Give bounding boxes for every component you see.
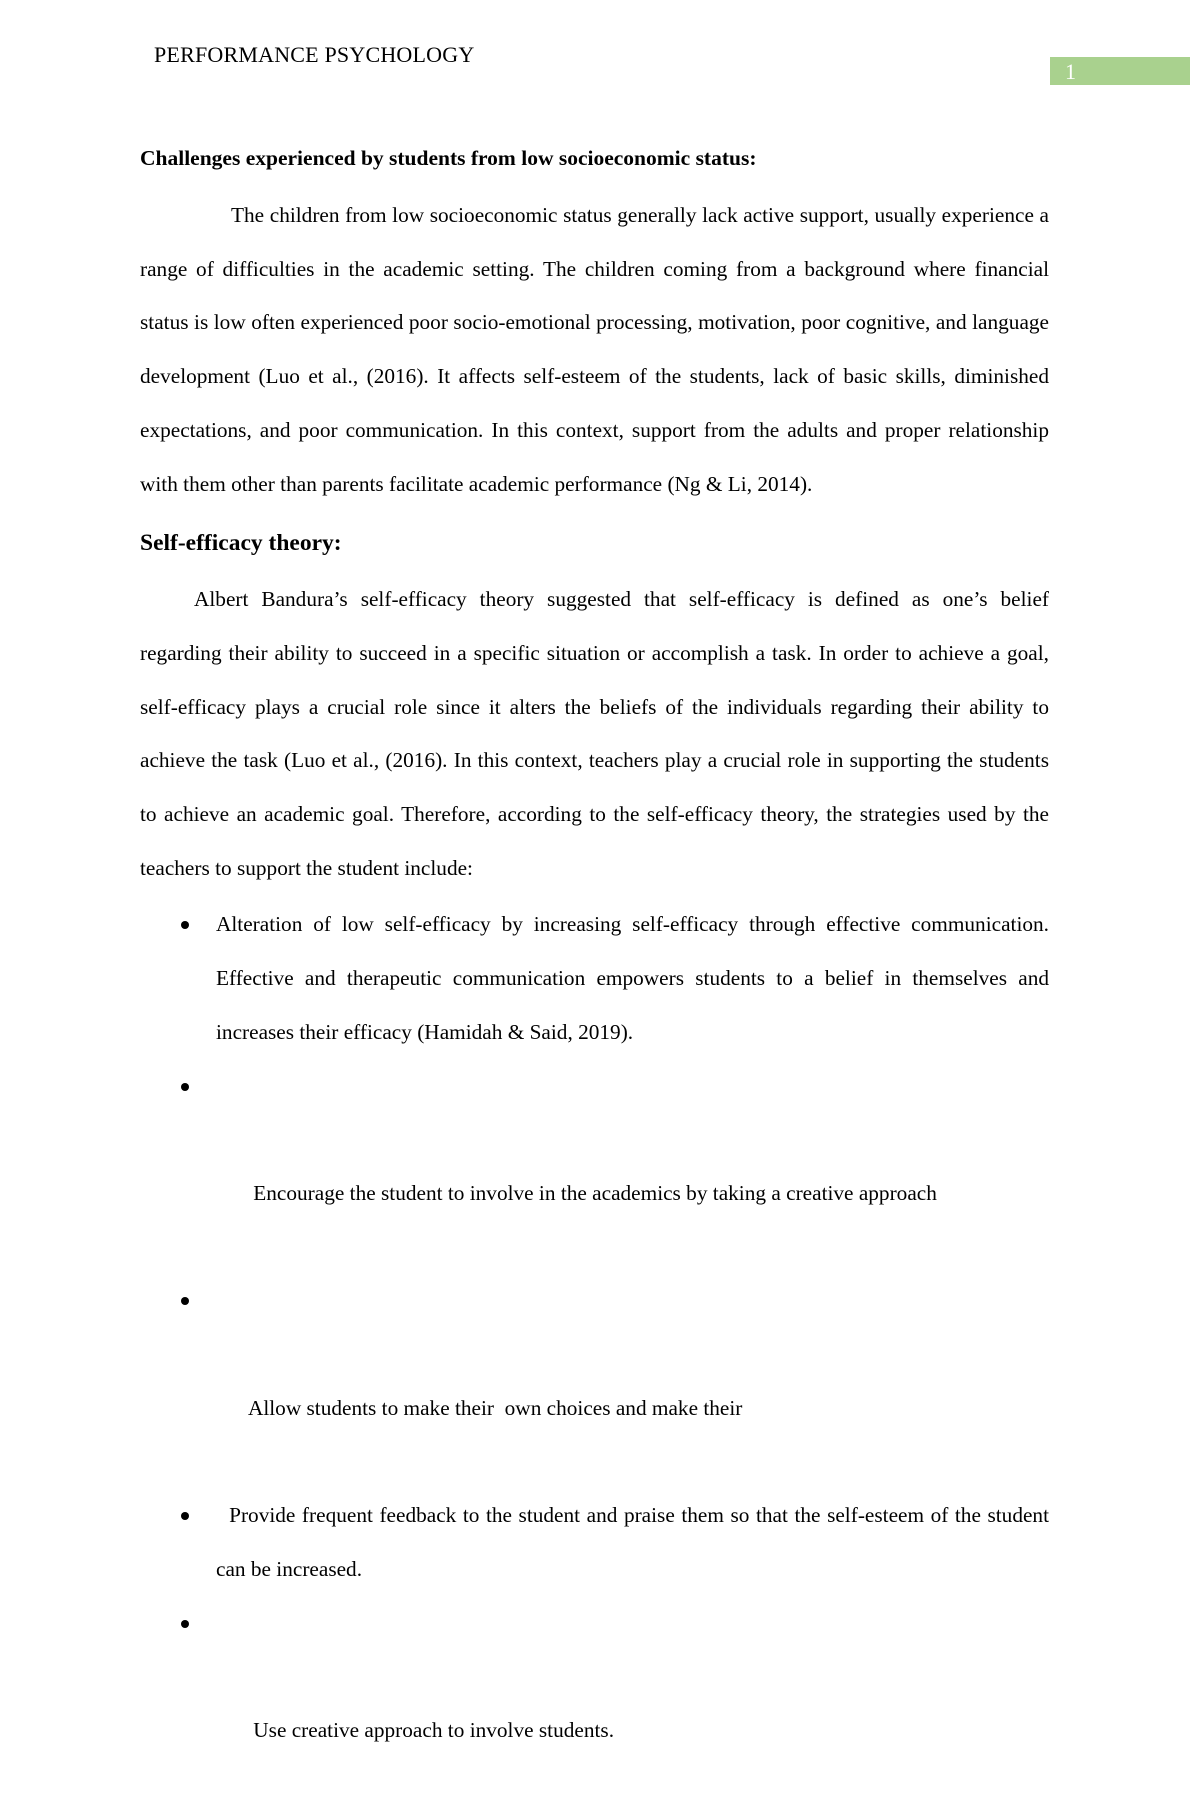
paragraph-self-efficacy: Albert Bandura’s self-efficacy theory suggested that self-efficacy is defined as one’s belief regarding their ability to succeed in a specific situation or accomplish a task. In order to achieve a goal, self-efficacy plays a crucial role since it alters the beliefs of the individuals regarding their ability to achieve the task (Luo et al., (2016). In this context, teachers play a crucial role in supporting the students to achieve an academic goal. Therefore, according to the self-efficacy theory, the strategies used by the teachers to support the student include:	[140, 587, 1049, 880]
section-heading-challenges: Challenges experienced by students from low socioeconomic status:	[140, 146, 757, 170]
list-item-text: Encourage the student to involve in the academics by taking a creative approach	[247, 1180, 937, 1205]
list-item-text: Provide frequent feedback to the student and praise them so that the self-esteem of the student can be increased.	[216, 1503, 1055, 1581]
list-item	[140, 1597, 1049, 1811]
bullet-icon	[181, 1620, 189, 1628]
list-item-text: Allow students to make their own choices and make their	[247, 1395, 743, 1420]
list-item	[140, 898, 1049, 1059]
list-item-text: Use creative approach to involve students.	[247, 1717, 615, 1742]
list-item	[140, 1274, 1049, 1489]
list-item	[140, 1489, 1055, 1596]
running-head: PERFORMANCE PSYCHOLOGY	[154, 42, 475, 67]
section-heading-self-efficacy: Self-efficacy theory:	[140, 530, 342, 557]
bullet-icon	[181, 1512, 189, 1520]
strategy-list	[140, 898, 1055, 1811]
page-number: 1	[1050, 57, 1190, 85]
list-item	[140, 1060, 1049, 1275]
list-item-text: Alteration of low self-efficacy by increasing self-efficacy through effective communication. Effective and therapeutic communication empowers students to a belief in themselves and increases their efficacy (Hamidah & Said, 2019).	[216, 912, 1049, 1044]
bullet-icon	[181, 1083, 189, 1091]
document-body	[140, 140, 1055, 1811]
paragraph-challenges: The children from low socioeconomic status generally lack active support, usually experience a range of difficulties in the academic setting. The children coming from a background where financial status is low often experienced poor socio-emotional processing, motivation, poor cognitive, and language development (Luo et al., (2016). It affects self-esteem of the students, lack of basic skills, diminished expectations, and poor communication. In this context, support from the adults and proper relationship with them other than parents facilitate academic performance (Ng & Li, 2014).	[140, 203, 1049, 496]
bullet-icon	[181, 1297, 189, 1305]
bullet-icon	[181, 921, 189, 929]
